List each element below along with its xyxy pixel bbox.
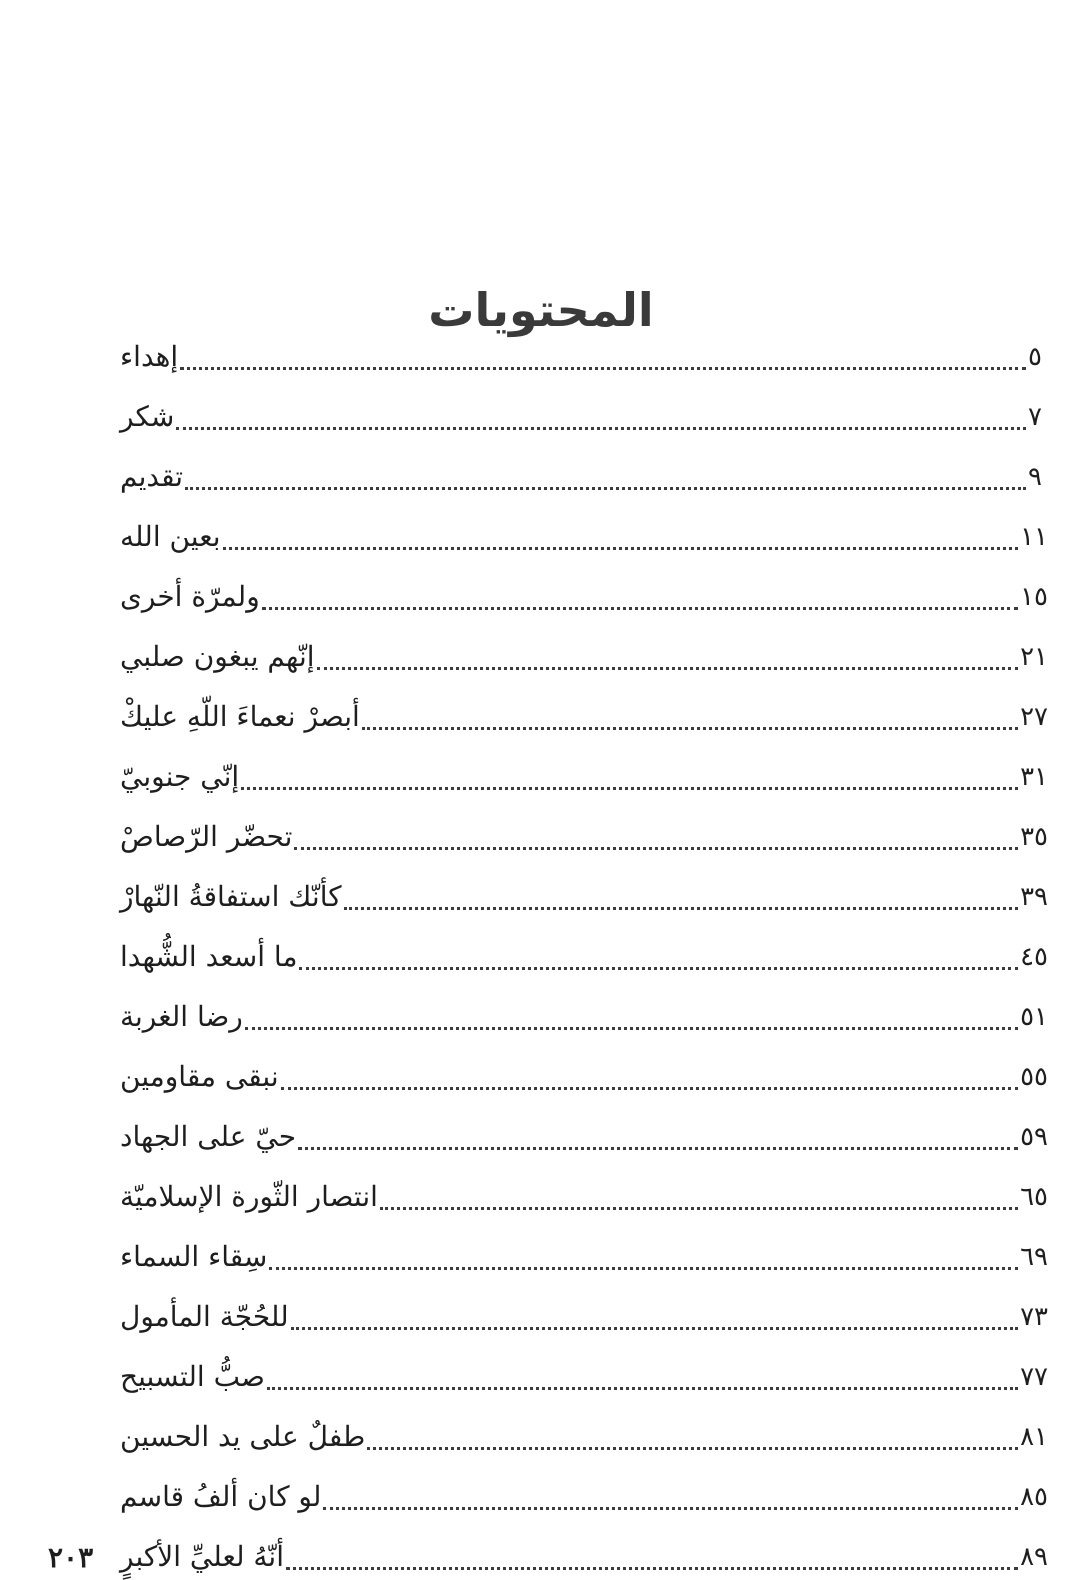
toc-entry	[118, 500, 1048, 560]
toc-entry	[118, 620, 1048, 680]
toc-entry-page: ٨١	[1020, 1422, 1048, 1452]
toc-entry-page: ١٥	[1020, 582, 1048, 612]
toc-entry-page: ٣٩	[1020, 882, 1048, 912]
toc-entry	[118, 800, 1048, 860]
toc-entry	[118, 1280, 1048, 1340]
toc-entry-page: ٤٥	[1020, 942, 1048, 972]
toc-entry	[118, 1220, 1048, 1280]
dot-leader	[298, 1147, 1018, 1150]
toc-entry-page: ٥١	[1020, 1002, 1048, 1032]
toc-entry	[118, 1040, 1048, 1100]
toc-entry-page: ١١	[1020, 522, 1048, 552]
dot-leader	[281, 1087, 1018, 1090]
toc-entry-page: ٢٧	[1020, 702, 1048, 732]
page-title: المحتويات	[428, 282, 654, 337]
toc-entry	[118, 440, 1048, 500]
toc-entry-page: ٣٥	[1020, 822, 1048, 852]
toc-entry	[118, 1340, 1048, 1400]
dot-leader	[294, 847, 1018, 850]
dot-leader	[286, 1567, 1018, 1570]
toc-entry	[118, 1520, 1048, 1580]
dot-leader	[245, 1027, 1018, 1030]
toc-entry-page: ٧٣	[1020, 1302, 1048, 1332]
toc-entry	[118, 320, 1048, 380]
dot-leader	[269, 1267, 1018, 1270]
toc-entry-page: ٣١	[1020, 762, 1048, 792]
dot-leader	[267, 1387, 1018, 1390]
dot-leader	[317, 667, 1019, 670]
toc-entry-title: تقديم	[120, 460, 184, 493]
toc-entry	[118, 1100, 1048, 1160]
dot-leader	[362, 727, 1018, 730]
toc-entry	[118, 380, 1048, 440]
toc-entry-title: انتصار الثّورة الإسلاميّة	[120, 1180, 378, 1213]
toc-entry-title: حيّ على الجهاد	[120, 1120, 297, 1153]
page-number: ٢٠٣	[48, 1541, 94, 1574]
toc-entry-page: ٨٩	[1020, 1542, 1048, 1572]
dot-leader	[223, 547, 1019, 550]
toc-entry-page: ٦٩	[1020, 1242, 1048, 1272]
dot-leader	[344, 907, 1019, 910]
toc-entry-title: إهداء	[120, 340, 179, 373]
toc-entry	[118, 560, 1048, 620]
toc-entry	[118, 920, 1048, 980]
toc-entry-page: ٨٥	[1020, 1482, 1048, 1512]
toc-entry-title: نبقى مقاومين	[120, 1060, 279, 1093]
toc-entry	[118, 680, 1048, 740]
toc-entry-title: أبصرْ نعماءَ اللّهِ عليكْ	[120, 700, 360, 733]
dot-leader	[367, 1447, 1018, 1450]
toc-entry-page: ٩	[1028, 462, 1042, 492]
toc-entry-title: طفلٌ على يد الحسين	[120, 1420, 366, 1453]
dot-leader	[262, 607, 1018, 610]
toc-entry-page: ٥	[1028, 342, 1042, 372]
toc-entry-page: ٧	[1028, 402, 1042, 432]
toc-entry-page: ٢١	[1020, 642, 1048, 672]
toc-entry-title: إنّي جنوبيّ	[120, 760, 240, 793]
toc-entry-title: صبُّ التسبيح	[120, 1360, 265, 1393]
toc-entry-title: أنّهُ لعليِّ الأكبرٍ	[120, 1540, 285, 1573]
toc-entry	[118, 1400, 1048, 1460]
toc-entry-title: بعين الله	[120, 520, 221, 553]
toc-entry-title: تحضّر الرّصاصْ	[120, 820, 293, 853]
toc-entry-title: كأنّك استفاقةُ النّهارْ	[120, 880, 342, 913]
toc-entry-title: إنّهم يبغون صلبي	[120, 640, 315, 673]
toc-entry-title: للحُجّة المأمول	[120, 1300, 289, 1333]
dot-leader	[176, 427, 1026, 430]
dot-leader	[380, 1207, 1018, 1210]
toc-entry-page: ٧٧	[1020, 1362, 1048, 1392]
toc-entry-page: ٦٥	[1020, 1182, 1048, 1212]
toc-entry-title: ما أسعد الشُّهدا	[120, 940, 298, 973]
dot-leader	[185, 487, 1026, 490]
toc-entry-title: رضا الغربة	[120, 1000, 243, 1033]
toc-entry-title: شكر	[120, 400, 175, 433]
dot-leader	[291, 1327, 1018, 1330]
toc-entry	[118, 1160, 1048, 1220]
dot-leader	[180, 367, 1026, 370]
toc-entry-page: ٥٥	[1020, 1062, 1048, 1092]
toc-entry	[118, 740, 1048, 800]
dot-leader	[241, 787, 1018, 790]
dot-leader	[323, 1507, 1018, 1510]
dot-leader	[299, 967, 1018, 970]
toc-entry	[118, 1460, 1048, 1520]
toc-entry-title: سِقاء السماء	[120, 1240, 268, 1273]
toc-entry	[118, 980, 1048, 1040]
toc-entry-page: ٥٩	[1020, 1122, 1048, 1152]
toc-entry-title: لو كان ألفُ قاسم	[120, 1480, 322, 1513]
toc-entry-title: ولمرّة أخرى	[120, 580, 260, 613]
toc-entry	[118, 860, 1048, 920]
